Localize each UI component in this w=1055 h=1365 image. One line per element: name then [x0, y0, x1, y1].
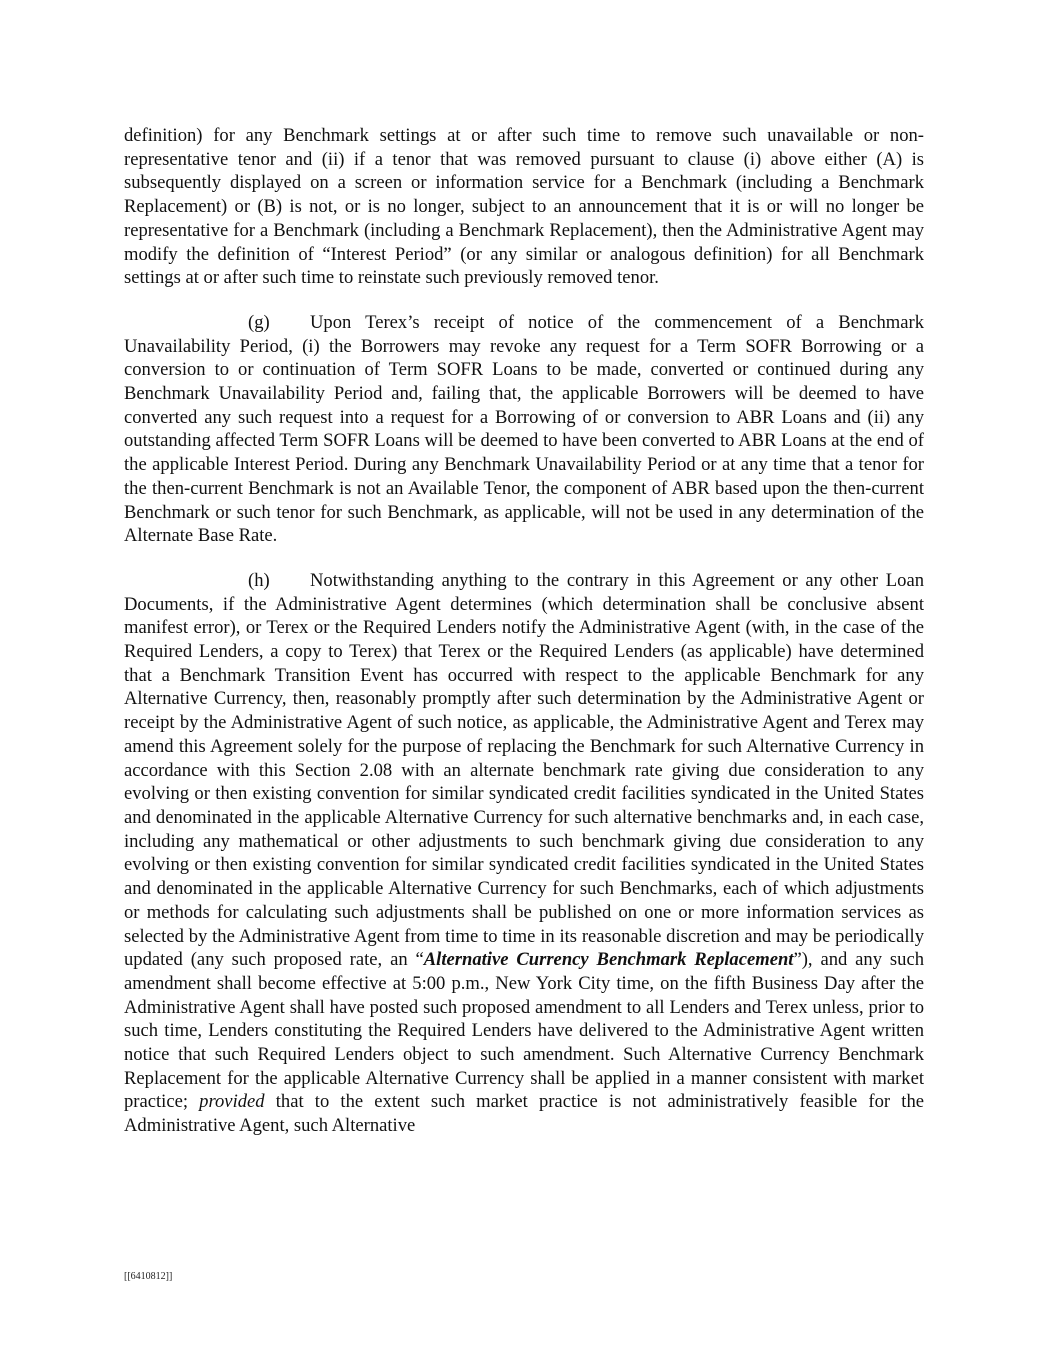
paragraph-g-label: (g) — [248, 311, 270, 333]
paragraph-g-text: Upon Terex’s receipt of notice of the commencement of a Benchmark Unavailability Period, (i) the Borrowers may revoke any request for a Term SOFR Borrowing or a conversion to or continuation of Term SOFR Loans to be made, converted or continued during any Benchmark Unavailability Period and, failing that, the applicable Borrowers will be deemed to have converted any such request into a request for a Borrowing of or conversion to ABR Loans and (ii) any outstanding affected Term SOFR Loans will be deemed to have been converted to ABR Loans at the end of the applicable Interest Period. During any Benchmark Unavailability Period or at any time that a tenor for the then-current Benchmark is not an Available Tenor, the component of ABR based upon the then-current Benchmark or such tenor for such Benchmark, as applicable, will not be used in any determination of the Alternate Base Rate. — [124, 311, 924, 547]
paragraph-h-text-1: Notwithstanding anything to the contrary in this Agreement or any other Loan Documents, if the Administrative Agent determines (which determination shall be conclusive absent manifest error), or Terex or the Required Lenders notify the Administrative Agent (with, in the case of the Required Lenders, a copy to Terex) that Terex or the Required Lenders (as applicable) have determined that a Benchmark Transition Event has occurred with respect to the applicable Benchmark for any Alternative Currency, then, reasonably promptly after such determination by the Administrative Agent or receipt by the Administrative Agent of such notice, as applicable, the Administrative Agent and Terex may amend this Agreement solely for the purpose of replacing the Benchmark for such Alternative Currency in accordance with this Section 2.08 with an alternate benchmark rate giving due consideration to any evolving or then existing convention for similar syndicated credit facilities syndicated in the United States and denominated in the applicable Alternative Currency for such alternative benchmarks and, in each case, including any mathematical or other adjustments to such benchmark giving due consideration to any evolving or then existing convention for similar syndicated credit facilities syndicated in the United States and denominated in the applicable Alternative Currency for such Benchmarks, each of which adjustments or methods for calculating such adjustments shall be published on one or more information services as selected by the Administrative Agent from time to time in its reasonable discretion and may be periodically updated (any such proposed rate, an “ — [124, 569, 924, 971]
paragraph-h-text-2: ”), and any such amendment shall become effective at 5:00 p.m., New York City time, on the fifth Business Day after the Administrative Agent shall have posted such proposed amendment to all Lenders and Terex unless, prior to such time, Lenders constituting the Required Lenders have delivered to the Administrative Agent written notice that such Required Lenders object to such amendment. Such Alternative Currency Benchmark Replacement for the applicable Alternative Currency shall be applied in a manner consistent with market practice; — [124, 949, 924, 1113]
document-page — [124, 124, 924, 1138]
paragraph-g — [124, 311, 924, 548]
paragraph-f-continuation: definition) for any Benchmark settings at or after such time to remove such unavailable or non-representative tenor and (ii) if a tenor that was removed pursuant to clause (i) above either (A) is subsequently displayed on a screen or information service for a Benchmark (including a Benchmark Replacement) or (B) is not, or is no longer, subject to an announcement that it is or will no longer be representative for a Benchmark (including a Benchmark Replacement), then the Administrative Agent may modify the definition of “Interest Period” (or any similar or analogous definition) for all Benchmark settings at or after such time to reinstate such previously removed tenor. — [124, 125, 924, 289]
defined-term: Alternative Currency Benchmark Replacement — [423, 949, 794, 971]
footer-document-id: [[6410812]] — [124, 1271, 173, 1282]
paragraph-h-text-3: that to the extent such market practice is not administratively feasible for the Administrative Agent, such Alternative — [124, 1091, 924, 1137]
italic-provided: provided — [199, 1091, 265, 1113]
paragraph-h-label: (h) — [248, 569, 270, 591]
paragraph-h — [124, 569, 924, 1138]
